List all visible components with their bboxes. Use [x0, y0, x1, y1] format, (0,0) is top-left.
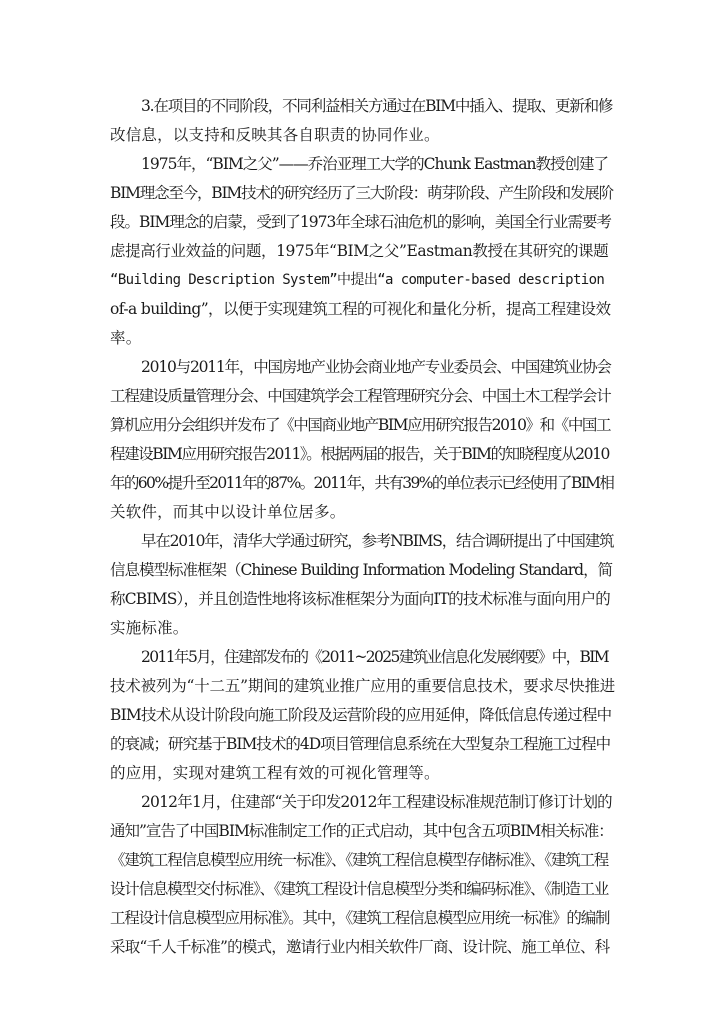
document-page	[110, 92, 615, 962]
text-line: 称CBIMS），并且创造性地将该标准框架分为面向IT的技术标准与面向用户的	[110, 590, 610, 608]
text-line: 2011年5月，住建部发布的《2011~2025建筑业信息化发展纲要》中，BIM	[141, 648, 609, 666]
text-line: 工程建设质量管理分会、中国建筑学会工程管理研究分会、中国土木工程学会计	[110, 387, 611, 405]
text-line: 设计信息模型交付标准》、《建筑工程设计信息模型分类和编码标准》、《制造工业	[110, 880, 609, 898]
text-line: “Building Description System”中提出“a computer-based description	[110, 272, 605, 288]
text-line: BIM理念至今，BIM技术的研究经历了三大阶段：萌芽阶段、产生阶段和发展阶	[110, 184, 613, 202]
text-line: 虑提高行业效益的问题，1975年“BIM之父”Eastman教授在其研究的课题	[110, 242, 609, 260]
paragraph-standards-2012	[110, 788, 615, 962]
text-line: 采取“千人千标准”的模式，邀请行业内相关软件厂商、设计院、施工单位、科	[110, 938, 610, 956]
paragraph-cbims	[110, 527, 615, 643]
paragraph-bim-origin	[110, 150, 615, 353]
text-line: of-a building”，以便于实现建筑工程的可视化和量化分析，提高工程建设效	[110, 300, 611, 318]
paragraph-item-3	[110, 92, 615, 150]
text-line: 关软件，而其中以设计单位居多。	[110, 503, 346, 521]
paragraph-outline-2011-2025	[110, 643, 615, 788]
text-line: 实施标准。	[110, 619, 189, 637]
text-line: 算机应用分会组织并发布了《中国商业地产BIM应用研究报告2010》和《中国工	[110, 416, 611, 434]
text-line: 3.在项目的不同阶段，不同利益相关方通过在BIM中插入、提取、更新和修	[141, 97, 613, 115]
text-line: BIM技术从设计阶段向施工阶段及运营阶段的应用延伸，降低信息传递过程中	[110, 706, 612, 724]
text-line: 程建设BIM应用研究报告2011》。根据两届的报告，关于BIM的知晓程度从2010	[110, 445, 610, 463]
text-line: 段。BIM理念的启蒙，受到了1973年全球石油危机的影响，美国全行业需要考	[110, 213, 611, 231]
text-line: 早在2010年，清华大学通过研究，参考NBIMS，结合调研提出了中国建筑	[141, 532, 614, 550]
text-line: 技术被列为“十二五”期间的建筑业推广应用的重要信息技术，要求尽快推进	[110, 677, 616, 695]
text-line: 率。	[110, 329, 142, 347]
text-line: 的应用，实现对建筑工程有效的可视化管理等。	[110, 764, 440, 782]
paragraph-reports-2010-2011	[110, 353, 615, 527]
text-line: 《建筑工程信息模型应用统一标准》、《建筑工程信息模型存储标准》、《建筑工程	[110, 851, 609, 869]
text-line: 年的60%提升至2011年的87%。2011年，共有39%的单位表示已经使用了BIM相	[110, 474, 614, 492]
text-line: 工程设计信息模型应用标准》。其中，《建筑工程信息模型应用统一标准》的编制	[110, 909, 610, 927]
text-line: 信息模型标准框架（Chinese Building Information Modeling Standard，简	[110, 561, 613, 579]
text-line: 改信息，以支持和反映其各自职责的协同作业。	[110, 126, 440, 144]
text-line: 的衰减；研究基于BIM技术的4D项目管理信息系统在大型复杂工程施工过程中	[110, 735, 611, 753]
text-line: 通知”宣告了中国BIM标准制定工作的正式启动，其中包含五项BIM相关标准：	[110, 822, 613, 840]
text-line: 2012年1月，住建部“关于印发2012年工程建设标准规范制订修订计划的	[141, 793, 612, 811]
text-line: 1975年，“BIM之父”——乔治亚理工大学的Chunk Eastman教授创建了	[141, 155, 608, 173]
text-line: 2010与2011年，中国房地产业协会商业地产专业委员会、中国建筑业协会	[141, 358, 611, 376]
